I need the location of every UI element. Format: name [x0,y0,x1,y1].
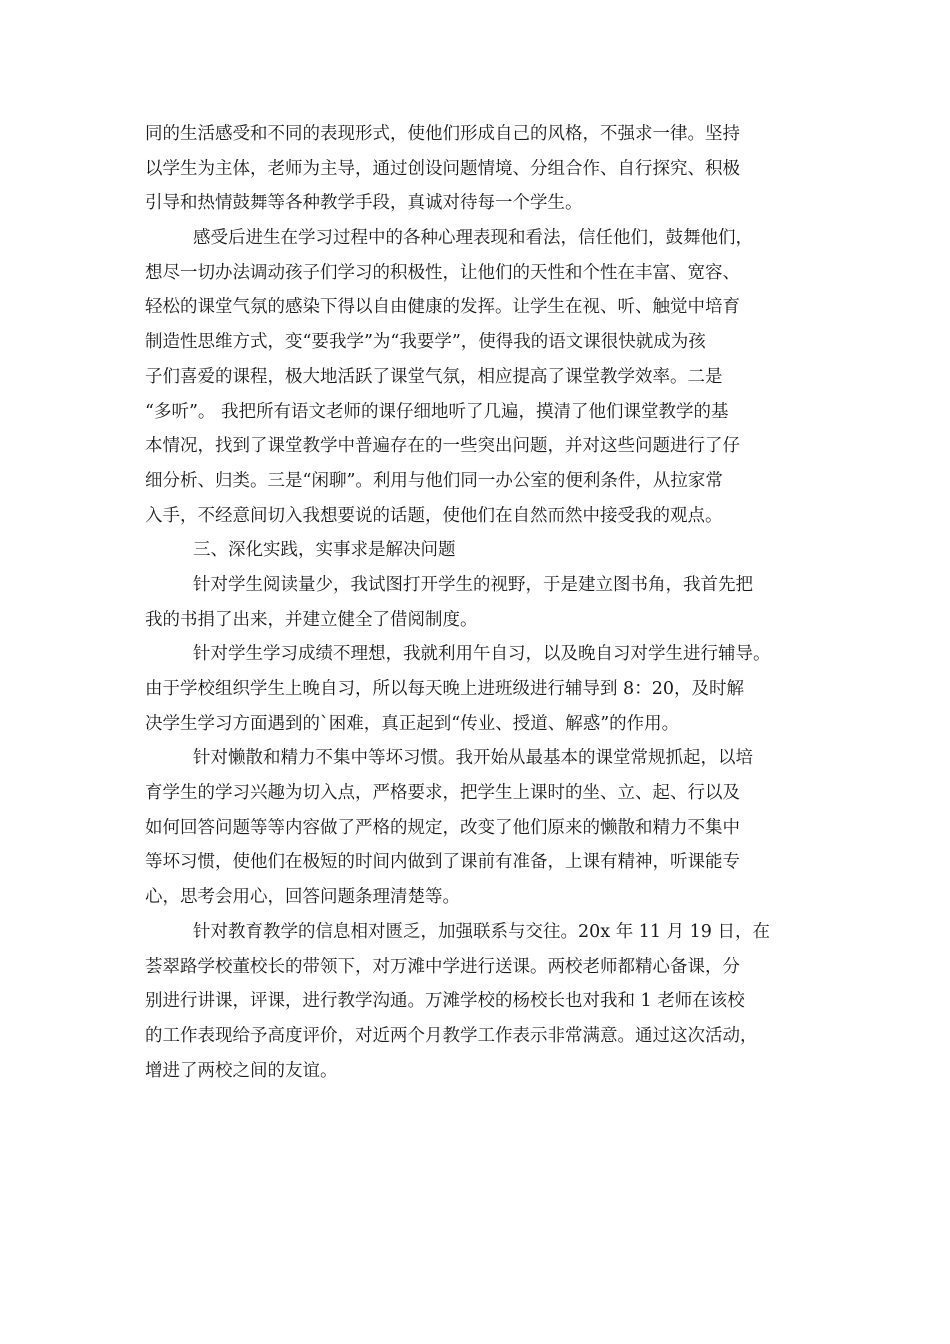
text-line: 别进行讲课，评课，进行教学沟通。万滩学校的杨校长也对我和 1 老师在该校 [145,991,745,1012]
text-line: 增进了两校之间的友谊。 [145,1060,338,1081]
text-line: 制造性思维方式，变“要我学”为“我要学”，使得我的语文课很快就成为孩 [145,332,706,353]
text-line: “多听”。 我把所有语文老师的课仔细地听了几遍，摸清了他们课堂教学的基 [145,401,729,422]
text-line: 由于学校组织学生上晚自习，所以每天晚上进班级进行辅导到 8：20，及时解 [145,679,744,699]
text-line: 育学生的学习兴趣为切入点，严格要求，把学生上课时的坐、立、起、行以及 [145,783,740,804]
text-line: 针对懒散和精力不集中等坏习惯。我开始从最基本的课堂常规抓起，以培 [193,748,753,769]
text-line: 等坏习惯，使他们在极短的时间内做到了课前有准备，上课有精神，听课能专 [145,852,740,873]
text-line: 荟翠路学校董校长的带领下，对万滩中学进行送课。两校老师都精心备课，分 [145,956,740,977]
text-line: 轻松的课堂气氛的感染下得以自由健康的发挥。让学生在视、听、触觉中培育 [145,297,740,318]
text-line: 决学生学习方面遇到的`困难，真正起到“传业、授道、解惑”的作用。 [145,713,680,734]
text-line: 的工作表现给予高度评价，对近两个月教学工作表示非常满意。通过这次活动， [145,1025,758,1046]
text-line: 同的生活感受和不同的表现形式，使他们形成自己的风格，不强求一律。坚持 [145,124,740,144]
document-body [145,117,815,1088]
text-line: 如何回答问题等等内容做了严格的规定，改变了他们原来的懒散和精力不集中 [145,817,740,838]
text-line: 三、深化实践，实事求是解决问题 [193,540,456,561]
text-line: 子们喜爱的课程，极大地活跃了课堂气氛，相应提高了课堂教学效率。二是 [145,366,723,387]
text-line: 想尽一切办法调动孩子们学习的积极性，让他们的天性和个性在丰富、宽容、 [145,262,740,283]
text-line: 以学生为主体，老师为主导，通过创设问题情境、分组合作、自行探究、积极 [145,158,740,179]
text-line: 心，思考会用心，回答问题条理清楚等。 [145,887,460,908]
text-line: 针对教育教学的信息相对匮乏，加强联系与交往。20x 年 11 月 19 日，在 [193,921,770,942]
text-line: 感受后进生在学习过程中的各种心理表现和看法，信任他们，鼓舞他们， [193,228,753,249]
text-line: 引导和热情鼓舞等各种教学手段，真诚对待每一个学生。 [145,193,583,214]
text-line: 本情况，找到了课堂教学中普遍存在的一些突出问题，并对这些问题进行了仔 [145,436,740,457]
text-line: 针对学生阅读量少，我试图打开学生的视野，于是建立图书角，我首先把 [193,574,753,595]
text-line: 针对学生学习成绩不理想，我就利用午自习，以及晚自习对学生进行辅导。 [193,644,771,665]
text-line: 入手，不经意间切入我想要说的话题，使他们在自然而然中接受我的观点。 [145,505,723,526]
text-line: 细分析、归类。三是“闲聊”。利用与他们同一办公室的便利条件，从拉家常 [145,470,723,491]
text-line: 我的书捐了出来，并建立健全了借阅制度。 [145,609,478,630]
